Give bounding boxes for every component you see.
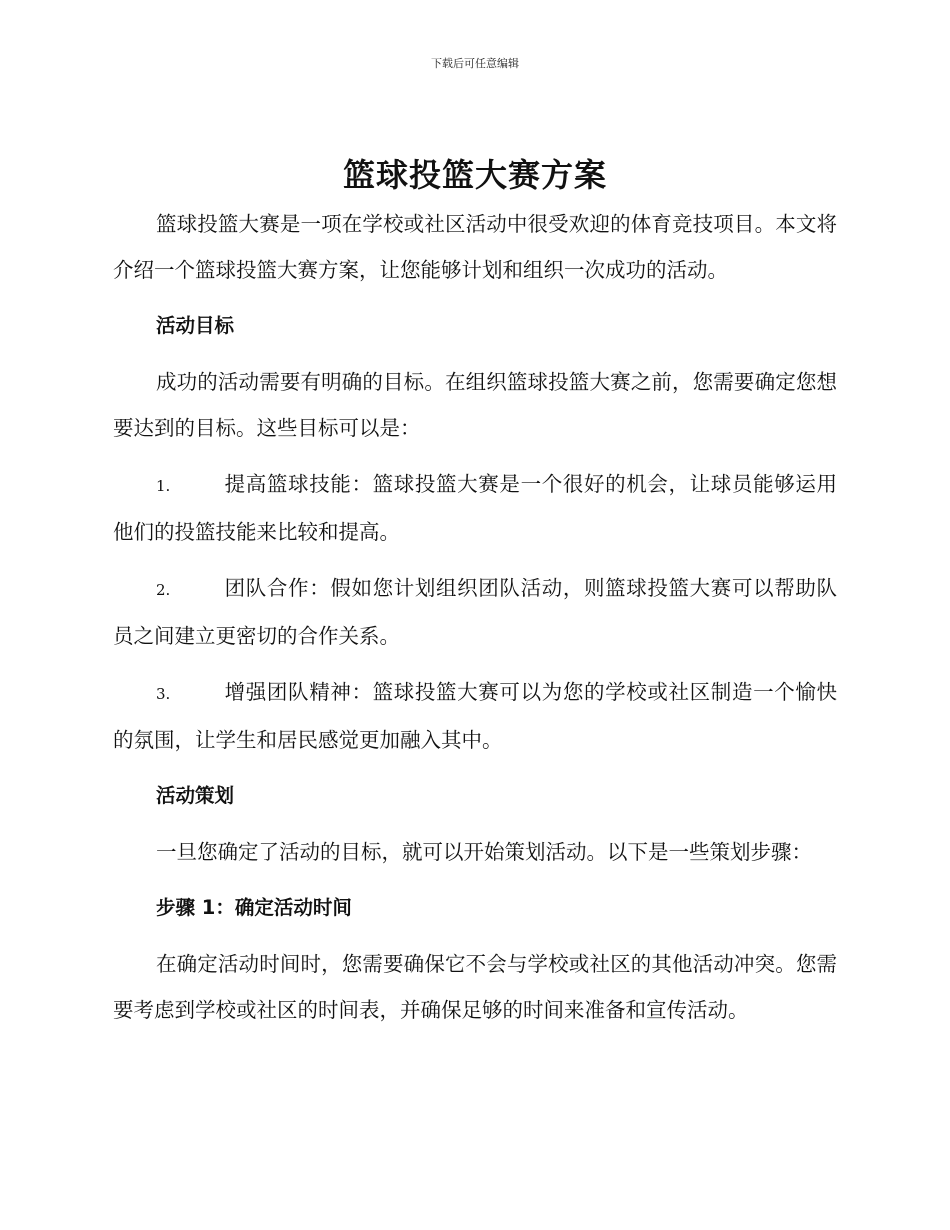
- intro-paragraph: 篮球投篮大赛是一项在学校或社区活动中很受欢迎的体育竞技项目。本文将介绍一个篮球投篮大赛方案，让您能够计划和组织一次成功的活动。: [113, 212, 837, 282]
- section-heading-planning: 活动策划: [156, 784, 235, 807]
- list-number: 3.: [156, 685, 171, 703]
- list-item: [113, 565, 837, 659]
- list-item-text: 提高篮球技能：篮球投篮大赛是一个很好的机会，让球员能够运用他们的投篮技能来比较和提高。: [113, 472, 837, 544]
- section-heading-goals: 活动目标: [156, 314, 235, 337]
- step-1-paragraph: 在确定活动时间时，您需要确保它不会与学校或社区的其他活动冲突。您需要考虑到学校或社区的时间表，并确保足够的时间来准备和宣传活动。: [113, 952, 837, 1022]
- list-item-text: 团队合作：假如您计划组织团队活动，则篮球投篮大赛可以帮助队员之间建立更密切的合作关系。: [113, 576, 837, 648]
- list-item-text: 增强团队精神：篮球投篮大赛可以为您的学校或社区制造一个愉快的氛围，让学生和居民感觉更加融入其中。: [113, 680, 837, 752]
- list-number: 1.: [156, 477, 171, 495]
- list-number: 2.: [156, 581, 171, 599]
- list-item: [113, 461, 837, 555]
- goals-paragraph: 成功的活动需要有明确的目标。在组织篮球投篮大赛之前，您需要确定您想要达到的目标。这些目标可以是：: [113, 370, 837, 440]
- document-title: 篮球投篮大赛方案: [342, 156, 607, 194]
- document-body: [113, 201, 837, 1043]
- step-heading-1: 步骤 1：确定活动时间: [156, 896, 352, 919]
- list-item: [113, 669, 837, 763]
- header-note: 下载后可任意编辑: [431, 57, 519, 70]
- planning-paragraph: 一旦您确定了活动的目标，就可以开始策划活动。以下是一些策划步骤：: [156, 840, 812, 864]
